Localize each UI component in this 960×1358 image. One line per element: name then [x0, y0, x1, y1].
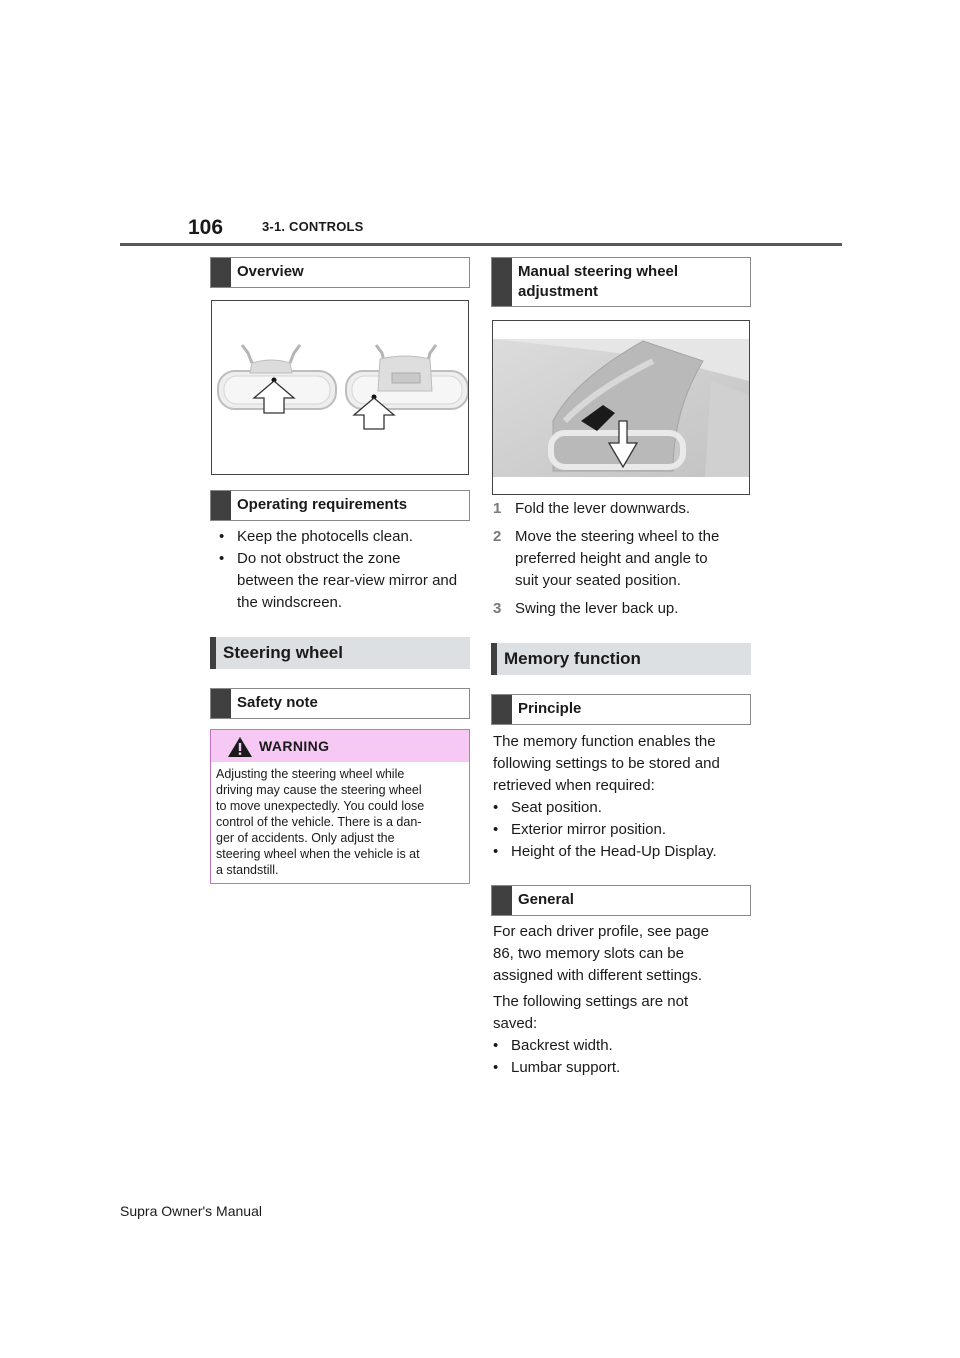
subheading-text: Principle	[518, 700, 582, 717]
subheading-manual-steering-adjustment	[491, 257, 751, 307]
page-number: 106	[188, 216, 224, 239]
subheading-text: Manual steering wheel adjustment	[518, 263, 679, 300]
footer-manual-title: Supra Owner's Manual	[120, 1203, 262, 1219]
warning-box	[210, 729, 470, 884]
heading-bar	[211, 258, 231, 287]
subheading-operating-requirements	[210, 490, 470, 521]
heading-text: Steering wheel	[223, 643, 343, 662]
step-2-line-3: suit your seated position.	[515, 572, 681, 589]
warning-text: Adjusting the steering wheel while driving may cause the steering wheel to move unexpectedly. You could lose control of the vehicle. There is a dan- ger of accidents. Only adjust the steering wheel when the vehicle is at a standstill.	[216, 767, 425, 877]
step-2-line-2: preferred height and angle to	[515, 550, 708, 567]
subheading-general	[491, 885, 751, 916]
subheading-overview	[210, 257, 470, 288]
subheading-text: General	[518, 891, 574, 908]
subheading-text: Overview	[237, 263, 304, 280]
heading-text: Memory function	[504, 649, 641, 668]
figure-steering-column-lever	[492, 320, 750, 495]
heading-memory-function	[491, 643, 751, 675]
warning-triangle-icon	[227, 736, 253, 758]
heading-bar	[492, 258, 512, 306]
heading-bar	[491, 643, 497, 675]
mirror-illustration	[212, 301, 468, 474]
subheading-text: Operating requirements	[237, 496, 408, 513]
list-item-continuation: the windscreen.	[237, 594, 343, 611]
warning-title: WARNING	[259, 738, 330, 754]
section-title: 3-1. CONTROLS	[262, 219, 364, 234]
list-item-continuation: between the rear-view mirror and	[237, 572, 458, 589]
heading-bar	[210, 637, 216, 669]
heading-bar	[211, 689, 231, 718]
heading-bar	[492, 695, 512, 724]
steering-lever-illustration	[493, 321, 749, 494]
not-saved-paragraph: The following settings are not saved:	[493, 993, 689, 1032]
general-paragraph: For each driver profile, see page 86, two memory slots can be assigned with different settings.	[493, 923, 709, 984]
subheading-principle	[491, 694, 751, 725]
figure-rear-view-mirror	[211, 300, 469, 475]
heading-steering-wheel	[210, 637, 470, 669]
subheading-safety-note	[210, 688, 470, 719]
warning-header	[211, 730, 469, 762]
header-divider	[120, 243, 842, 246]
principle-paragraph: The memory function enables the following settings to be stored and retrieved when required:	[493, 733, 720, 794]
heading-bar	[492, 886, 512, 915]
heading-bar	[211, 491, 231, 520]
subheading-text: Safety note	[237, 694, 318, 711]
